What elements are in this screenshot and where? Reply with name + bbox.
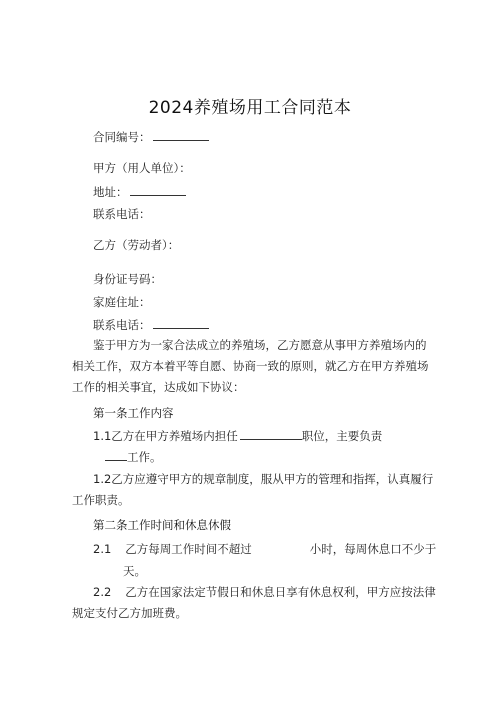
clause-1-1-line2	[105, 449, 162, 465]
contract-number-blank[interactable]	[153, 129, 209, 141]
clause-1-1-number: 1.1	[93, 429, 112, 443]
party-a-address-line	[93, 184, 186, 200]
clause-1-1-text-before: 乙方在甲方养殖场内担任	[111, 429, 238, 443]
clause-2-1-text-after: 小时，每周休息口不少于	[309, 542, 437, 556]
clause-2-2-number: 2.2	[93, 585, 112, 599]
document-title: 2024养殖场用工合同范本	[148, 98, 352, 118]
party-b-phone-label: 联系电话：	[93, 318, 151, 332]
party-a-label: 甲方（用人单位）：	[93, 161, 191, 175]
party-b-phone-blank[interactable]	[153, 317, 209, 329]
clause-1-2-paragraph	[72, 469, 436, 511]
clause-2-2-text: 乙方在国家法定节假日和休息日享有休息权利，甲方应按法律规定支付乙方加班费。	[72, 585, 436, 620]
clause-2-1-text-before: 乙方每周工作时间不超过	[125, 542, 252, 556]
section-2-heading: 第二条工作时间和休息休假	[93, 518, 231, 532]
clause-2-1-text-line2: 天。	[123, 564, 146, 578]
clause-1-1-duty-blank[interactable]	[105, 449, 127, 461]
contract-number-line	[93, 129, 209, 145]
clause-1-2-text: 乙方应遵守甲方的规章制度，服从甲方的管理和指挥，认真履行工作职责。	[72, 472, 434, 507]
party-b-label: 乙方（劳动者）：	[93, 238, 180, 252]
clause-1-1-line1	[93, 428, 382, 444]
clause-1-1-text-line2: 工作。	[127, 450, 162, 464]
party-a-phone-label: 联系电话：	[93, 207, 151, 221]
clause-1-1-text-after: 职位，主要负责	[301, 429, 383, 443]
contract-number-label: 合同编号：	[93, 130, 151, 144]
party-b-id-label: 身份证号码：	[93, 272, 162, 286]
clause-2-1-line1	[93, 541, 436, 557]
clause-2-1-number: 2.1	[93, 542, 112, 556]
party-a-address-blank[interactable]	[130, 184, 186, 196]
party-b-phone-line	[93, 317, 209, 333]
party-a-address-label: 地址：	[93, 185, 128, 199]
clause-2-2-paragraph	[72, 582, 436, 624]
section-1-heading: 第一条工作内容	[93, 406, 174, 420]
clause-1-1-position-blank[interactable]	[240, 428, 302, 440]
clause-1-2-number: 1.2	[93, 472, 112, 486]
intro-paragraph: 鉴于甲方为一家合法成立的养殖场，乙方愿意从事甲方养殖场内的相关工作，双方本着平等自愿、协商一致的原则，就乙方在甲方养殖场工作的相关事宜，达成如下协议：	[72, 338, 429, 394]
party-b-home-label: 家庭住址：	[93, 295, 151, 309]
